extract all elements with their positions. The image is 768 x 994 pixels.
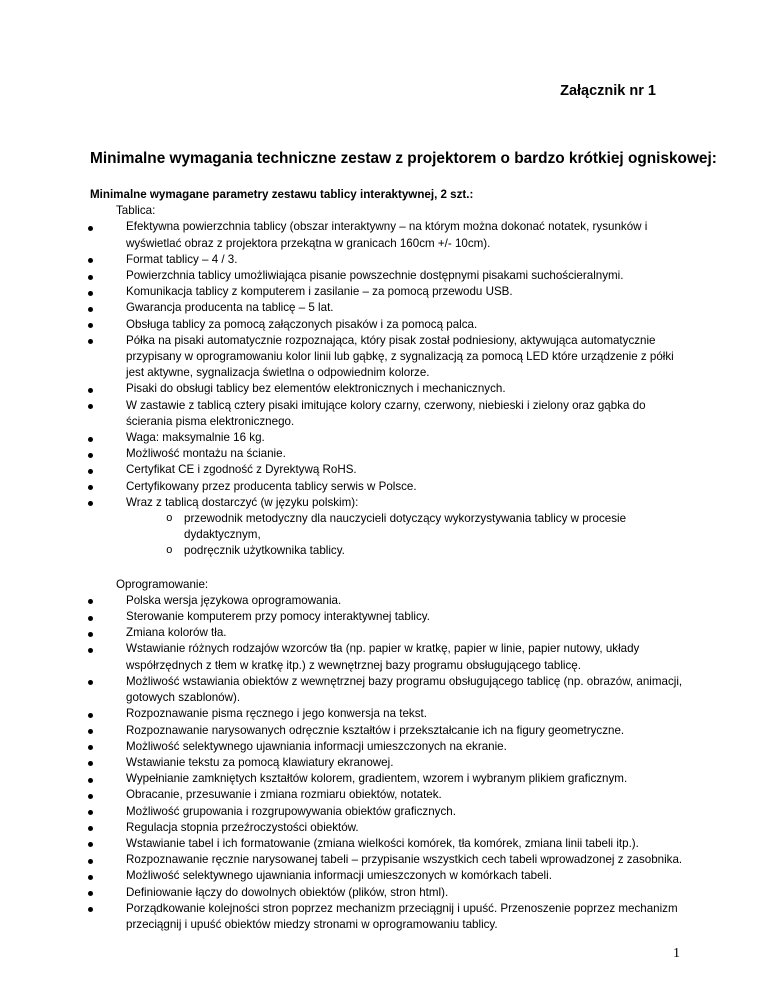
list-item: Polska wersja językowa oprogramowania. xyxy=(90,593,690,609)
list-item: Rozpoznawanie narysowanych odręcznie kształtów i przekształcanie ich na figury geometryczne. xyxy=(90,723,690,739)
list-item: Wstawianie tekstu za pomocą klawiatury ekranowej. xyxy=(90,755,690,771)
list-item: Powierzchnia tablicy umożliwiająca pisanie powszechnie dostępnymi pisakami suchościeralnymi. xyxy=(90,268,690,284)
main-title: Minimalne wymagania techniczne zestaw z projektorem o bardzo krótkiej ogniskowej: xyxy=(90,150,717,167)
list-item: Wstawianie różnych rodzajów wzorców tła (np. papier w kratkę, papier w linie, papier nutowy, układy współrzędnych z tłem w kratkę itp.) z wewnętrznej bazy programu obsługującego tablicę. xyxy=(90,641,690,673)
list-item: Wstawianie tabel i ich formatowanie (zmiana wielkości komórek, tła komórek, zmiana linii tabeli itp.). xyxy=(90,836,690,852)
list-item: Regulacja stopnia przeźroczystości obiektów. xyxy=(90,820,690,836)
software-heading: Oprogramowanie: xyxy=(116,577,209,591)
board-heading: Tablica: xyxy=(116,204,156,218)
list-item: Waga: maksymalnie 16 kg. xyxy=(90,430,690,446)
list-item: Rozpoznawanie pisma ręcznego i jego konwersja na tekst. xyxy=(90,706,690,722)
list-item: Definiowanie łączy do dowolnych obiektów (plików, stron html). xyxy=(90,885,690,901)
list-item: Certyfikowany przez producenta tablicy serwis w Polsce. xyxy=(90,479,690,495)
list-item: Pisaki do obsługi tablicy bez elementów elektronicznych i mechanicznych. xyxy=(90,381,690,397)
list-item: Gwarancja producenta na tablicę – 5 lat. xyxy=(90,300,690,316)
list-item: Możliwość montażu na ścianie. xyxy=(90,446,690,462)
list-item: Półka na pisaki automatycznie rozpoznająca, który pisak został podniesiony, aktywująca automatycznie przypisany w oprogramowaniu kolor linii lub gąbkę, z sygnalizacją za pomocą LED które urządzenie z półki jest aktywne, sygnalizacja świetlna o odpowiednim kolorze. xyxy=(90,333,690,382)
board-documents-sublist xyxy=(90,511,690,560)
list-item: Obsługa tablicy za pomocą załączonych pisaków i za pomocą palca. xyxy=(90,317,690,333)
list-item: Możliwość selektywnego ujawniania informacji umieszczonych na ekranie. xyxy=(90,739,690,755)
list-item: Porządkowanie kolejności stron poprzez mechanizm przeciągnij i upuść. Przenoszenie poprzez mechanizm przeciągnij i upuść obiektów miedzy stronami w oprogramowaniu tablicy. xyxy=(90,901,690,933)
document-body xyxy=(90,187,690,933)
list-item: Certyfikat CE i zgodność z Dyrektywą RoHS. xyxy=(90,462,690,478)
list-item: Możliwość selektywnego ujawniania informacji umieszczonych w komórkach tabeli. xyxy=(90,868,690,884)
list-item: Obracanie, przesuwanie i zmiana rozmiaru obiektów, notatek. xyxy=(90,787,690,803)
list-item: Wraz z tablicą dostarczyć (w języku polskim): xyxy=(90,495,690,511)
list-item: W zastawie z tablicą cztery pisaki imitujące kolory czarny, czerwony, niebieski i zielony oraz gąbka do ścierania pisma elektronicznego. xyxy=(90,398,690,430)
list-item: Format tablicy – 4 / 3. xyxy=(90,252,690,268)
sub-list-item: o podręcznik użytkownika tablicy. xyxy=(90,543,690,559)
spacer xyxy=(90,560,690,577)
list-item: Efektywna powierzchnia tablicy (obszar interaktywny – na którym można dokonać notatek, rysunków i wyświetlać obraz z projektora przekątna w granicach 160cm +/- 10cm). xyxy=(90,219,690,251)
section-heading: Minimalne wymagane parametry zestawu tablicy interaktywnej, 2 szt.: xyxy=(90,188,474,201)
list-item: Wypełnianie zamkniętych kształtów kolorem, gradientem, wzorem i wybranym plikiem graficznym. xyxy=(90,771,690,787)
sub-list-item: o przewodnik metodyczny dla nauczycieli dotyczący wykorzystywania tablicy w procesie dydaktycznym, xyxy=(90,511,690,543)
list-item: Rozpoznawanie ręcznie narysowanej tabeli – przypisanie wszystkich cech tabeli wprowadzonej z zasobnika. xyxy=(90,852,690,868)
list-item: Sterowanie komputerem przy pomocy interaktywnej tablicy. xyxy=(90,609,690,625)
list-item: Komunikacja tablicy z komputerem i zasilanie – za pomocą przewodu USB. xyxy=(90,284,690,300)
board-requirements-list xyxy=(90,219,690,511)
page-number: 1 xyxy=(673,946,680,961)
software-requirements-list xyxy=(90,593,690,933)
list-item: Możliwość wstawiania obiektów z wewnętrznej bazy programu obsługującego tablicę (np. obrazów, animacji, gotowych szablonów). xyxy=(90,674,690,706)
annex-title: Załącznik nr 1 xyxy=(560,83,656,99)
list-item: Zmiana kolorów tła. xyxy=(90,625,690,641)
list-item: Możliwość grupowania i rozgrupowywania obiektów graficznych. xyxy=(90,804,690,820)
